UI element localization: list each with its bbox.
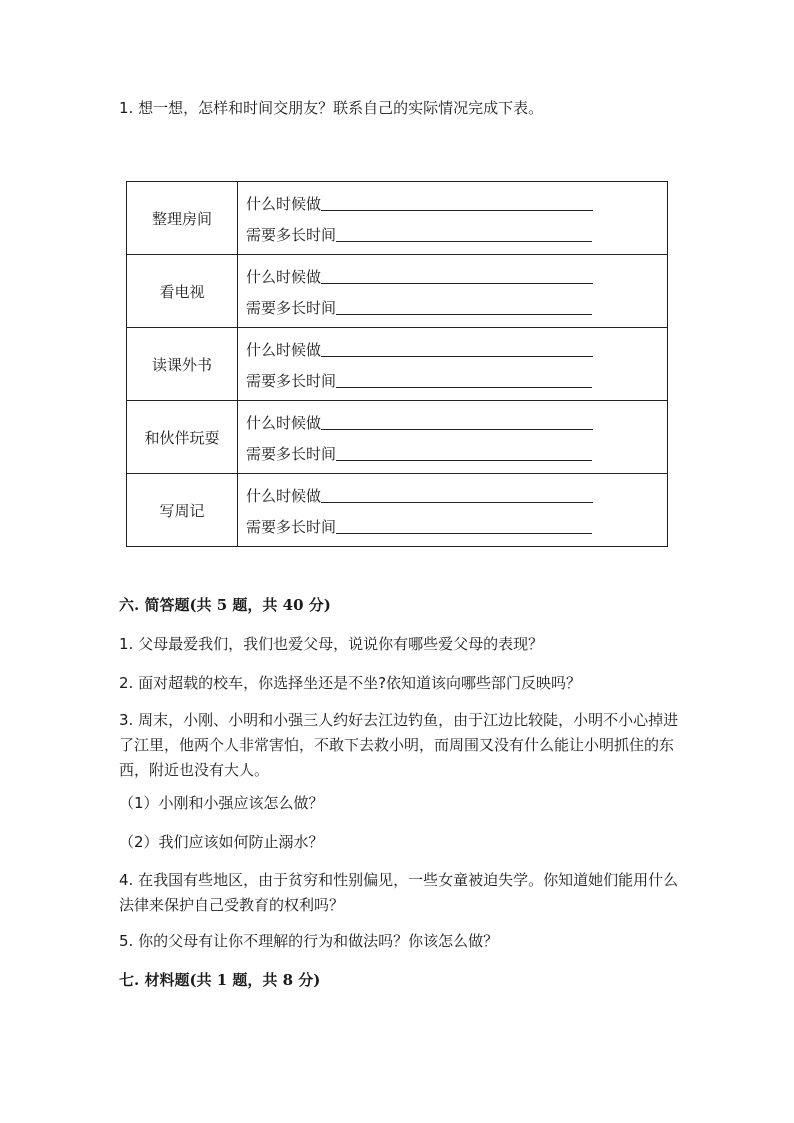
schedule-table [126,181,668,547]
answer-cell [238,255,668,328]
activity-cell: 写周记 [127,474,238,547]
activity-cell: 和伙伴玩耍 [127,401,238,474]
when-label: 什么时候做 [246,341,322,359]
answer-cell [238,182,668,255]
duration-label: 需要多长时间 [246,445,337,463]
table-row [127,328,668,401]
question-6-3-sub-2: （2）我们应该如何防止溺水？ [119,833,324,851]
question-6-2: 2. 面对超载的校车，你选择坐还是不坐?依知道该向哪些部门反映吗？ [119,674,582,692]
table-row [127,255,668,328]
activity-cell: 读课外书 [127,328,238,401]
answer-cell [238,401,668,474]
table-row [127,401,668,474]
when-label: 什么时候做 [246,487,322,505]
duration-blank[interactable] [336,371,592,388]
question-6-5: 5. 你的父母有让你不理解的行为和做法吗？你该怎么做？ [119,932,499,950]
when-label: 什么时候做 [246,268,322,286]
question-6-1: 1. 父母最爱我们，我们也爱父母，说说你有哪些爱父母的表现？ [119,635,544,653]
duration-blank[interactable] [336,444,592,461]
when-blank[interactable] [321,267,593,284]
when-blank[interactable] [321,194,593,211]
duration-label: 需要多长时间 [246,518,337,536]
answer-cell [238,328,668,401]
duration-blank[interactable] [336,517,592,534]
table-row [127,474,668,547]
section-6-heading: 六. 简答题(共 5 题，共 40 分) [119,596,331,614]
duration-label: 需要多长时间 [246,299,337,317]
activity-cell: 看电视 [127,255,238,328]
activity-cell: 整理房间 [127,182,238,255]
answer-cell [238,474,668,547]
when-blank[interactable] [321,413,593,430]
duration-blank[interactable] [336,298,592,315]
duration-label: 需要多长时间 [246,226,337,244]
question-6-4: 4. 在我国有些地区，由于贫穷和性别偏见，一些女童被迫失学。你知道她们能用什么法律来保护自己受教育的权利吗？ [119,871,679,914]
when-label: 什么时候做 [246,414,322,432]
table-row [127,182,668,255]
when-label: 什么时候做 [246,195,322,213]
duration-blank[interactable] [336,225,592,242]
when-blank[interactable] [321,486,593,503]
question-6-3-sub-1: （1）小刚和小强应该怎么做？ [119,794,324,812]
when-blank[interactable] [321,340,593,357]
duration-label: 需要多长时间 [246,372,337,390]
question-1-intro: 1. 想一想，怎样和时间交朋友？联系自己的实际情况完成下表。 [119,99,544,117]
question-6-3: 3. 周末，小刚、小明和小强三人约好去江边钓鱼，由于江边比较陡，小明不小心掉进了江里，他两个人非常害怕，不敢下去救小明，而周围又没有什么能让小明抓住的东西，附近也没有大人。 [119,711,679,779]
section-7-heading: 七. 材料题(共 1 题，共 8 分) [119,971,321,989]
